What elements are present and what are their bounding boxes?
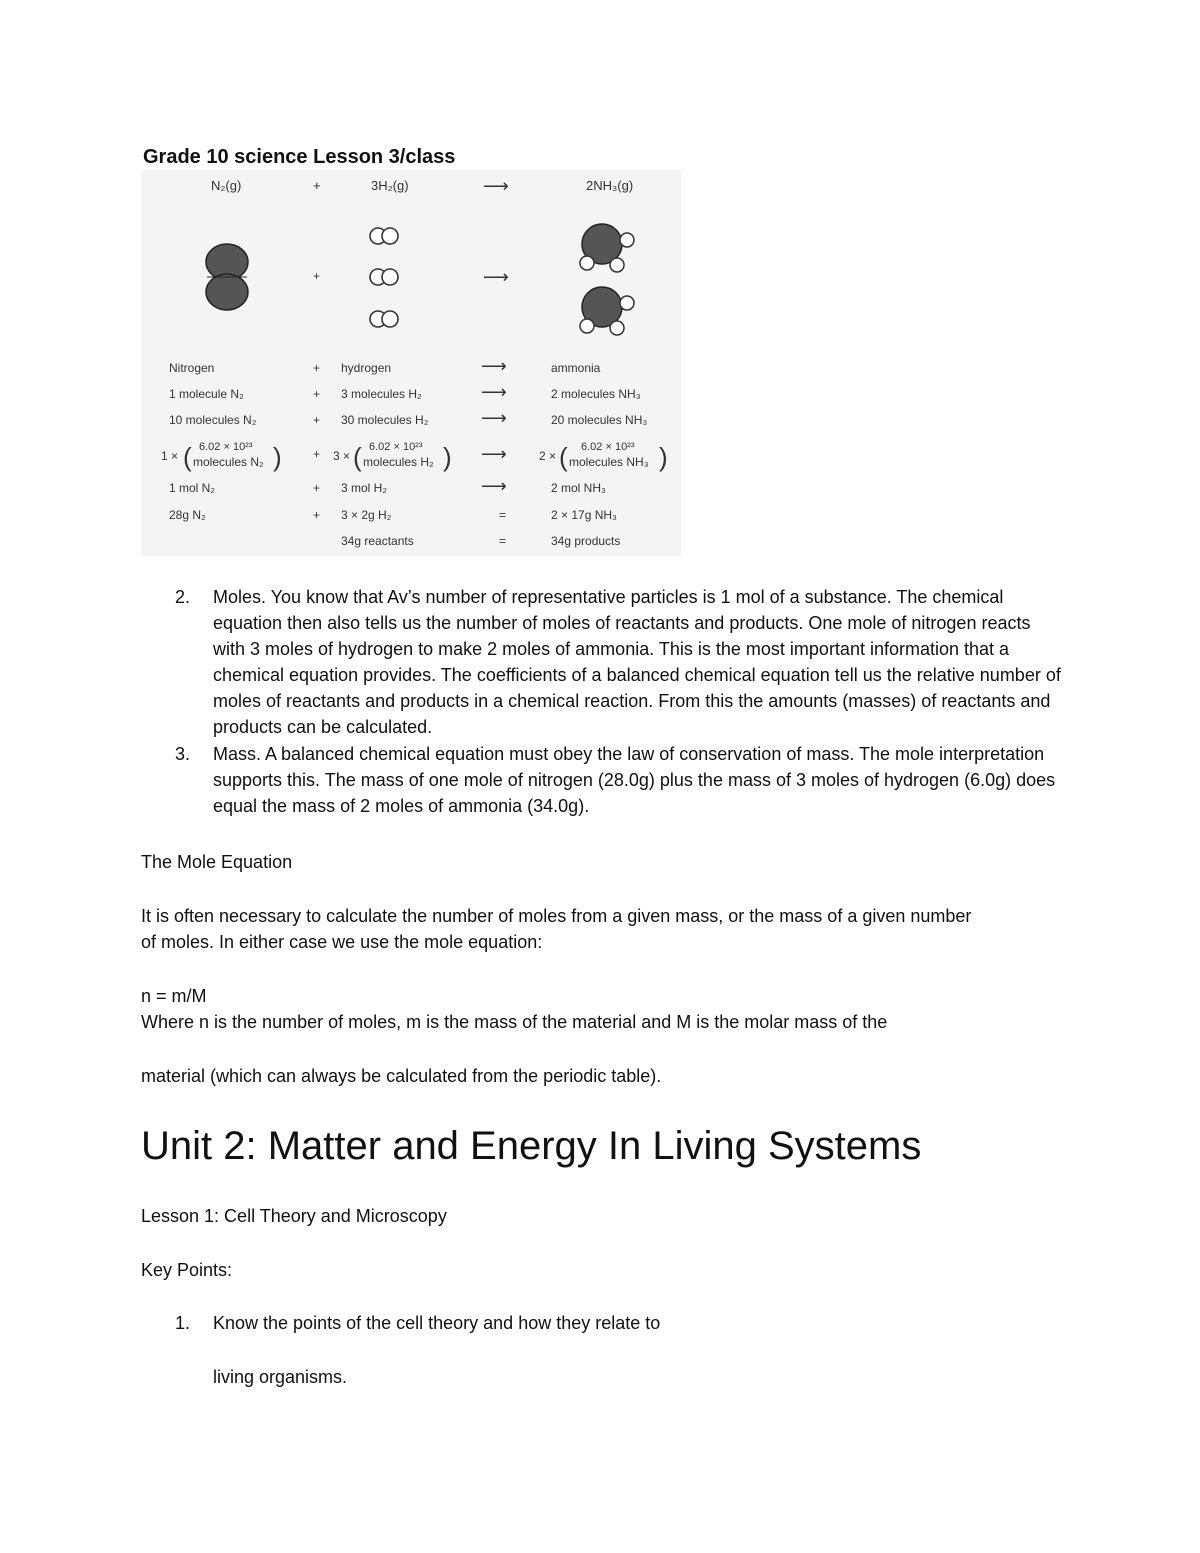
- lesson-title: Lesson 1: Cell Theory and Microscopy: [141, 1206, 447, 1226]
- row-op: +: [313, 508, 321, 522]
- row-label-b: 3 mol H₂: [341, 481, 388, 495]
- row-label-a: 1 molecule N₂: [169, 387, 244, 401]
- eq-ammonia: 2NH₃(g): [586, 178, 634, 193]
- paragraph-line: of moles. In either case we use the mole equation:: [141, 932, 543, 952]
- hydrogen-molecule-icon: [370, 228, 398, 327]
- avogadro-top-a: 6.02 × 10²³: [199, 441, 253, 453]
- reaction-figure: [141, 170, 681, 556]
- row-op: +: [313, 387, 321, 401]
- page-title: Grade 10 science Lesson 3/class: [143, 146, 456, 168]
- eq-plus: +: [313, 178, 321, 193]
- row-op: +: [313, 361, 321, 375]
- paren-right: ): [443, 442, 452, 472]
- row-op: +: [313, 481, 321, 495]
- paren-right: ): [273, 442, 282, 472]
- list-text: living organisms.: [213, 1367, 348, 1387]
- mole-equation: n = m/M: [141, 986, 207, 1006]
- ammonia-molecule-icon: [580, 224, 634, 335]
- section-heading: The Mole Equation: [141, 852, 293, 872]
- row-arrow: ⟶: [481, 356, 507, 376]
- avogadro-top-c: 6.02 × 10²³: [581, 441, 635, 453]
- list-number: 3.: [175, 744, 191, 764]
- unit-heading: Unit 2: Matter and Energy In Living Systems: [141, 1124, 922, 1168]
- row-arrow: ⟶: [481, 444, 507, 464]
- row-label-b: 30 molecules H₂: [341, 413, 429, 427]
- paren-left: (: [353, 442, 362, 472]
- row-equals: =: [499, 508, 507, 522]
- row-label-c: 34g products: [551, 534, 621, 548]
- row-label-a: Nitrogen: [169, 361, 215, 375]
- row-arrow: ⟶: [481, 476, 507, 496]
- key-points-label: Key Points:: [141, 1260, 233, 1280]
- paragraph-line: Where n is the number of moles, m is the mass of the material and M is the molar mass of the: [141, 1012, 888, 1032]
- reaction-diagram: [141, 170, 681, 556]
- list-text: Moles. You know that Av’s number of representative particles is 1 mol of a substance. The chemical equation then also tells us the number of moles of reactants and products. One mole of nitrogen reacts with 3 moles of hydrogen to make 2 moles of ammonia. This is the most important information that a chemical equation provides. The coefficients of a balanced chemical equation tell us the relative number of moles of reactants and products in a chemical reaction. From this the amounts (masses) of reactants and products can be calculated.: [213, 587, 1061, 737]
- fig-arrow-mid: ⟶: [483, 267, 509, 287]
- row-label-b: 34g reactants: [341, 534, 414, 548]
- row-op: +: [313, 413, 321, 427]
- row-label-c: 2 × 17g NH₃: [551, 508, 617, 522]
- eq-hydrogen: 3H₂(g): [371, 178, 409, 193]
- row-arrow: ⟶: [481, 382, 507, 402]
- row-label-b: 3 × 2g H₂: [341, 508, 392, 522]
- list-item: [143, 584, 1063, 740]
- row-op: +: [313, 447, 321, 461]
- avogadro-bot-a: molecules N₂: [193, 455, 264, 469]
- row-label-b: hydrogen: [341, 361, 392, 375]
- row-arrow: ⟶: [481, 408, 507, 428]
- avogadro-bot-b: molecules H₂: [363, 455, 434, 469]
- nitrogen-molecule-icon: [206, 244, 248, 310]
- row-label-c: 2 molecules NH₃: [551, 387, 641, 401]
- avogadro-coef-a: 1 ×: [161, 449, 179, 463]
- paren-right: ): [659, 442, 668, 472]
- paragraph-line: It is often necessary to calculate the number of moles from a given mass, or the mass of a given number: [141, 906, 972, 926]
- list-number: 2.: [175, 587, 191, 607]
- eq-nitrogen: N₂(g): [211, 178, 242, 193]
- list-number: 1.: [175, 1313, 191, 1333]
- list-text: Know the points of the cell theory and how they relate to: [213, 1313, 661, 1333]
- avogadro-coef-b: 3 ×: [333, 449, 351, 463]
- row-label-c: 2 mol NH₃: [551, 481, 606, 495]
- paren-left: (: [183, 442, 192, 472]
- paragraph-line: material (which can always be calculated from the periodic table).: [141, 1066, 662, 1086]
- row-label-b: 3 molecules H₂: [341, 387, 422, 401]
- row-label-c: ammonia: [551, 361, 601, 375]
- row-equals: =: [499, 534, 507, 548]
- paren-left: (: [559, 442, 568, 472]
- row-label-a: 28g N₂: [169, 508, 206, 522]
- fig-plus-mid: +: [313, 269, 321, 283]
- eq-arrow: ⟶: [483, 176, 509, 196]
- avogadro-coef-c: 2 ×: [539, 449, 557, 463]
- row-label-c: 20 molecules NH₃: [551, 413, 648, 427]
- row-label-a: 1 mol N₂: [169, 481, 216, 495]
- row-label-a: 10 molecules N₂: [169, 413, 257, 427]
- list-item: [143, 741, 1063, 819]
- avogadro-top-b: 6.02 × 10²³: [369, 441, 423, 453]
- avogadro-bot-c: molecules NH₃: [569, 455, 649, 469]
- list-text: Mass. A balanced chemical equation must obey the law of conservation of mass. The mole interpretation supports this. The mass of one mole of nitrogen (28.0g) plus the mass of 3 moles of hydrogen (6.0g) does equal the mass of 2 moles of ammonia (34.0g).: [213, 744, 1056, 816]
